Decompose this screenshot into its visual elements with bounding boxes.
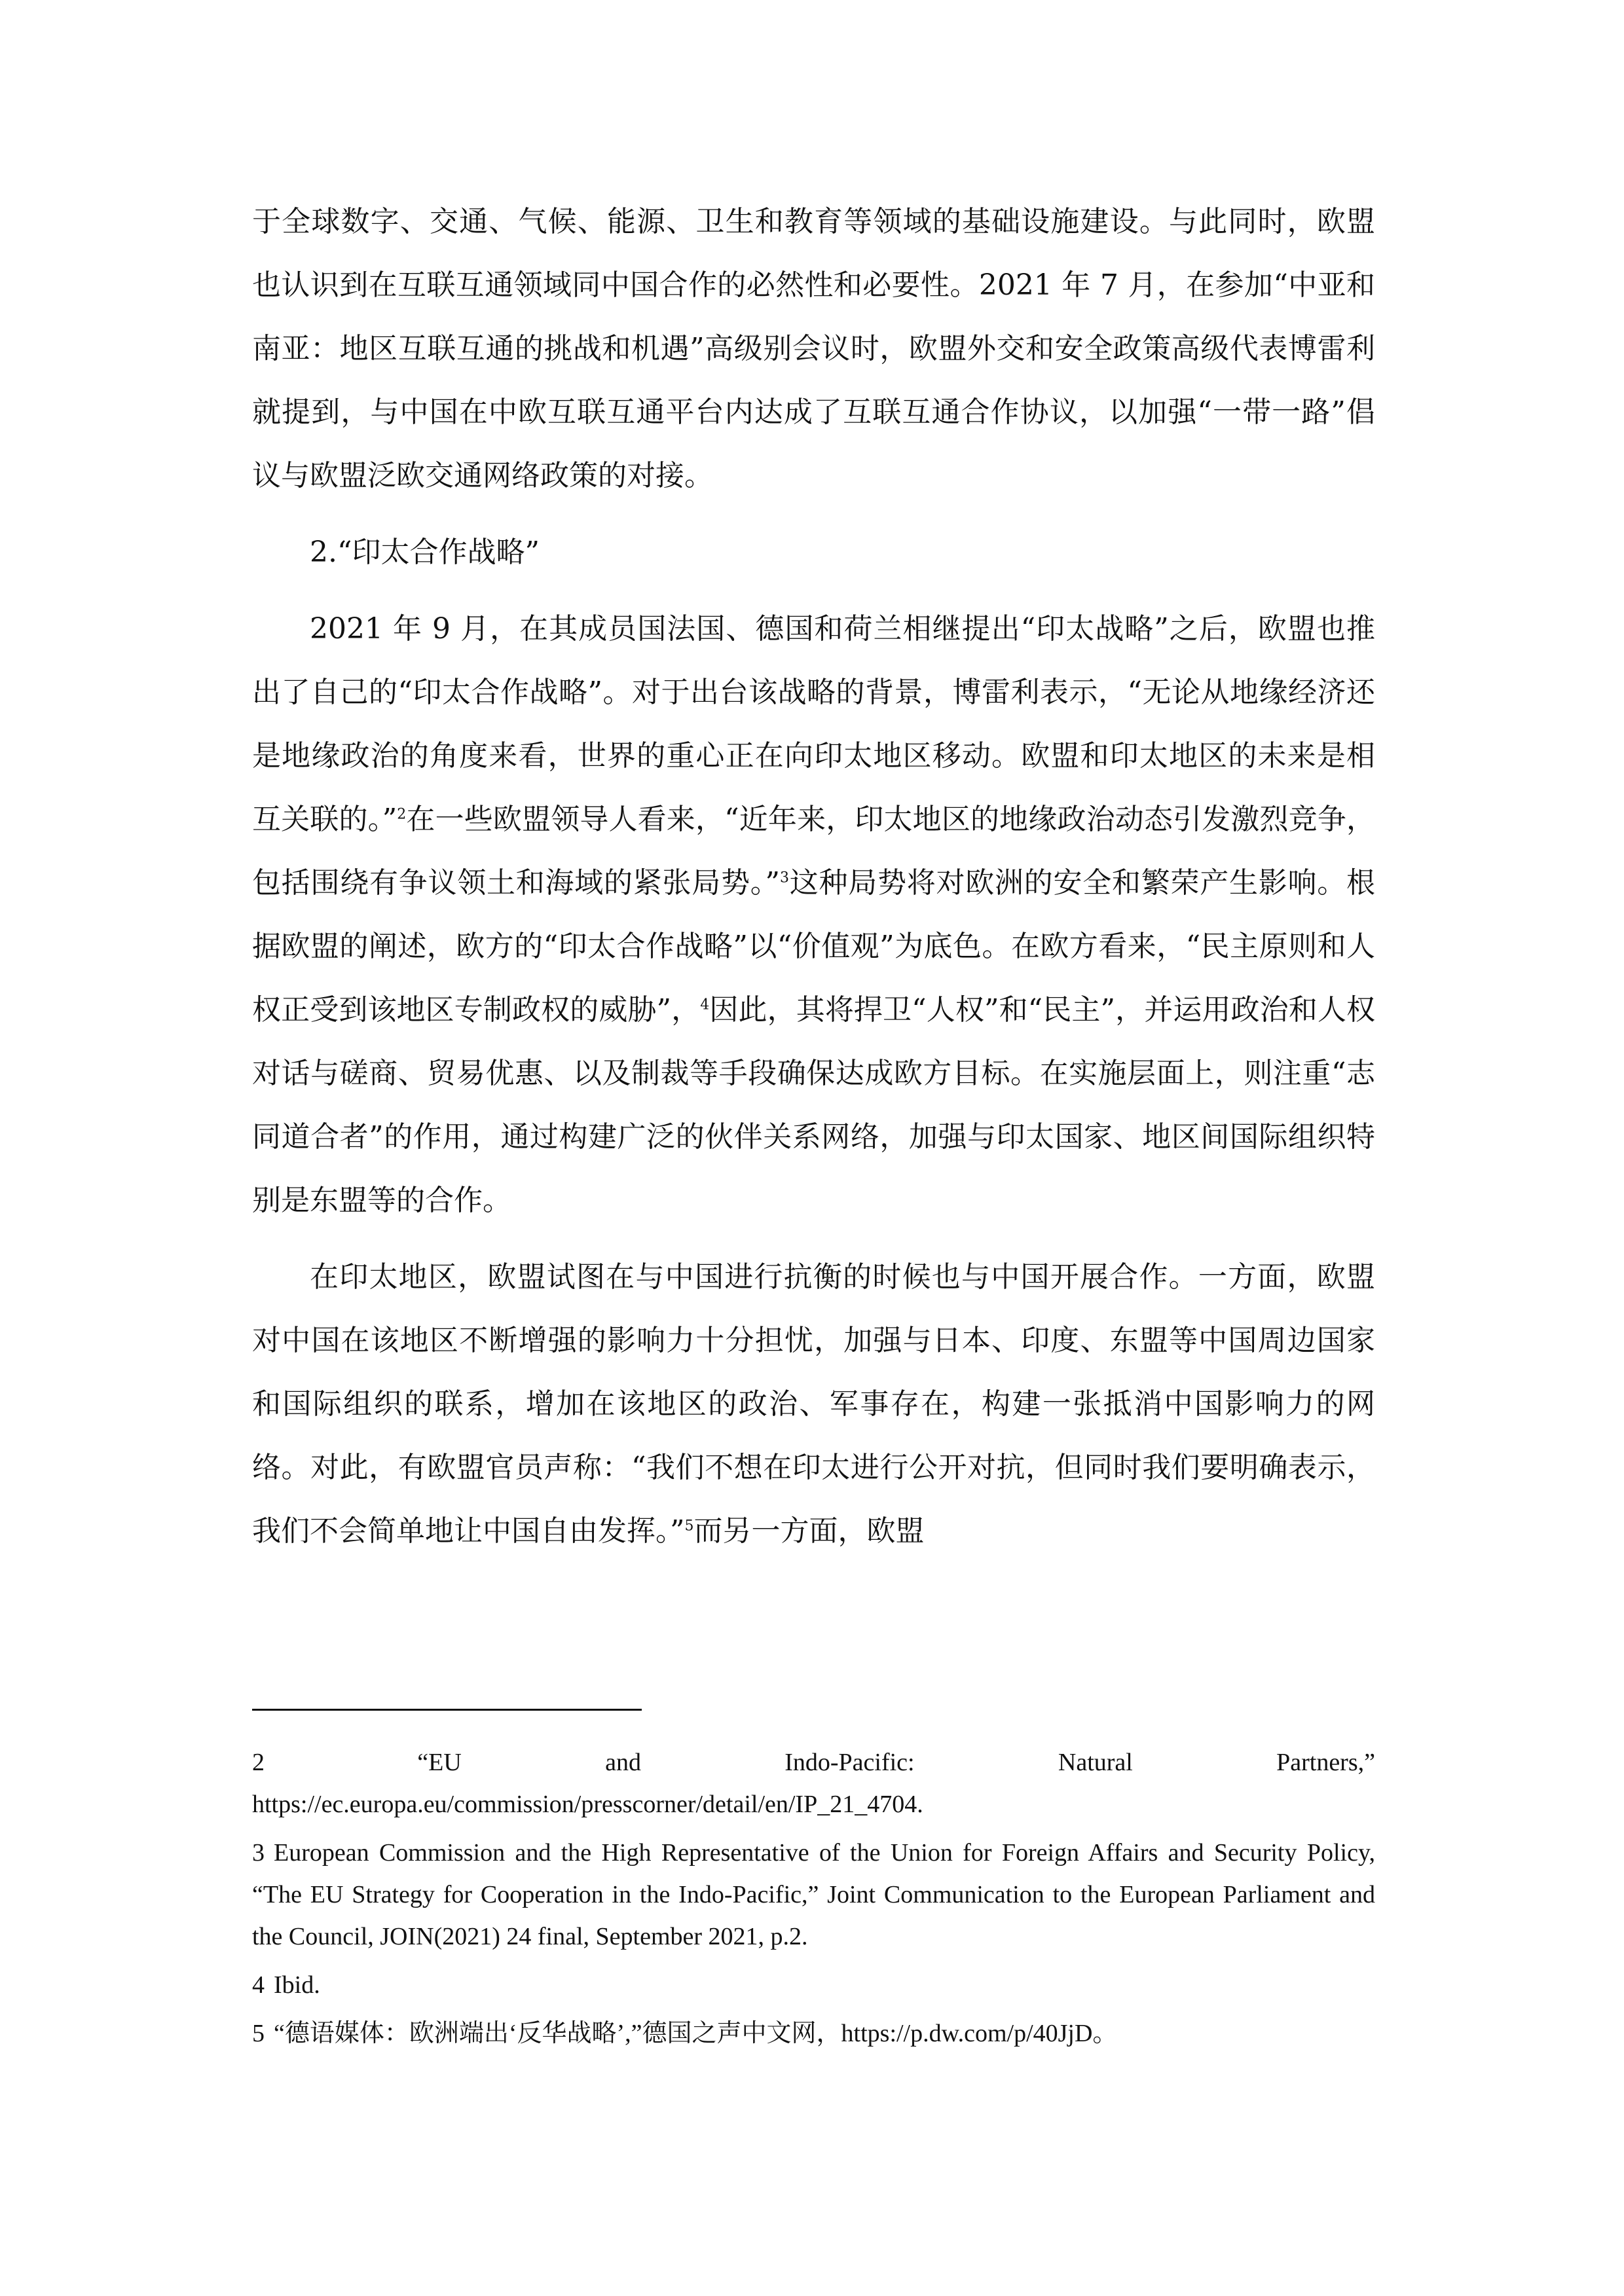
footnote-4 — [252, 1964, 1375, 2006]
paragraph-text: 因此，其将捍卫“人权”和“民主”，并运用政治和人权对话与磋商、贸易优惠、以及制裁等手段确保达成欧方目标。在实施层面上，则注重“志同道合者”的作用，通过构建广泛的伙伴关系网络，加强与印太国家、地区间国际组织特别是东盟等的合作。 — [252, 993, 1375, 1217]
paragraph-text: 2021 年 9 月，在其成员国法国、德国和荷兰相继提出“印太战略”之后，欧盟也推出了自己的“印太合作战略”。对于出台该战略的背景，博雷利表示，“无论从地缘经济还是地缘政治的角度来看，世界的重心正在向印太地区移动。欧盟和印太地区的未来是相互关联的。” — [252, 612, 1375, 836]
footnote-2 — [252, 1741, 1375, 1783]
footnote-ref[interactable]: 2 — [397, 806, 407, 823]
footnote-text: European Commission and the High Representative of the Union for Foreign Affairs and Security Policy, “The EU Strategy for Cooperation in the Indo-Pacific,” Joint Communication to the European Parliament and the Council, JOIN(2021) 24 final, September 2021, p.2. — [252, 1839, 1375, 1950]
footnote-ref[interactable]: 4 — [700, 996, 710, 1013]
footnote-2-url — [252, 1783, 1375, 1825]
footnote-3 — [252, 1832, 1375, 1958]
footnotes — [252, 1741, 1375, 2061]
footnote-ref[interactable]: 3 — [780, 869, 789, 886]
paragraph-text: 在一些欧盟领导人看来，“近年来，印太地区的地缘政治动态引发激烈竞争，包括围绕有争议领土和海域的紧张局势。” — [252, 803, 1375, 900]
footnote-number: 4 — [252, 1971, 265, 1999]
document-body — [252, 190, 1375, 1563]
footnote-text: Ibid. — [274, 1971, 320, 1999]
body-paragraph: 于全球数字、交通、气候、能源、卫生和教育等领域的基础设施建设。与此同时，欧盟也认识到在互联互通领域同中国合作的必然性和必要性。2021 年 7 月，在参加“中亚和南亚：地区互联互通的挑战和机遇”高级别会议时，欧盟外交和安全政策高级代表博雷利就提到，与中国在中欧互联互通平台内达成了互联互通合作协议，以加强“一带一路”倡议与欧盟泛欧交通网络政策的对接。 — [252, 205, 1375, 492]
footnote-separator — [252, 1709, 642, 1711]
footnote-number: 5 — [252, 2020, 265, 2047]
paragraph-text: 而另一方面，欧盟 — [693, 1514, 925, 1548]
footnote-text: “德语媒体：欧洲端出‘反华战略’,”德国之声中文网，https://p.dw.com/p/40JjD。 — [274, 2020, 1118, 2047]
footnote-5 — [252, 2013, 1375, 2054]
body-paragraph — [252, 1245, 1375, 1563]
footnote-text: “EU and Indo-Pacific: Natural Partners,” — [417, 1749, 1375, 1776]
footnote-ref[interactable]: 5 — [684, 1518, 694, 1535]
body-paragraph — [252, 597, 1375, 1232]
section-heading: 2.“印太合作战略” — [310, 536, 540, 569]
paragraph-text: 这种局势将对欧洲的安全和繁荣产生影响。根据欧盟的阐述，欧方的“印太合作战略”以“价值观”为底色。在欧方看来，“民主原则和人权正受到该地区专制政权的威胁”， — [252, 866, 1375, 1027]
footnote-number: 3 — [252, 1839, 265, 1867]
footnote-link[interactable]: https://ec.europa.eu/commission/presscorner/detail/en/IP_21_4704. — [252, 1791, 923, 1818]
paragraph-text: 在印太地区，欧盟试图在与中国进行抗衡的时候也与中国开展合作。一方面，欧盟对中国在该地区不断增强的影响力十分担忧，加强与日本、印度、东盟等中国周边国家和国际组织的联系，增加在该地区的政治、军事存在，构建一张抵消中国影响力的网络。对此，有欧盟官员声称：“我们不想在印太进行公开对抗，但同时我们要明确表示，我们不会简单地让中国自由发挥。” — [252, 1260, 1375, 1548]
footnote-number: 2 — [252, 1749, 265, 1776]
